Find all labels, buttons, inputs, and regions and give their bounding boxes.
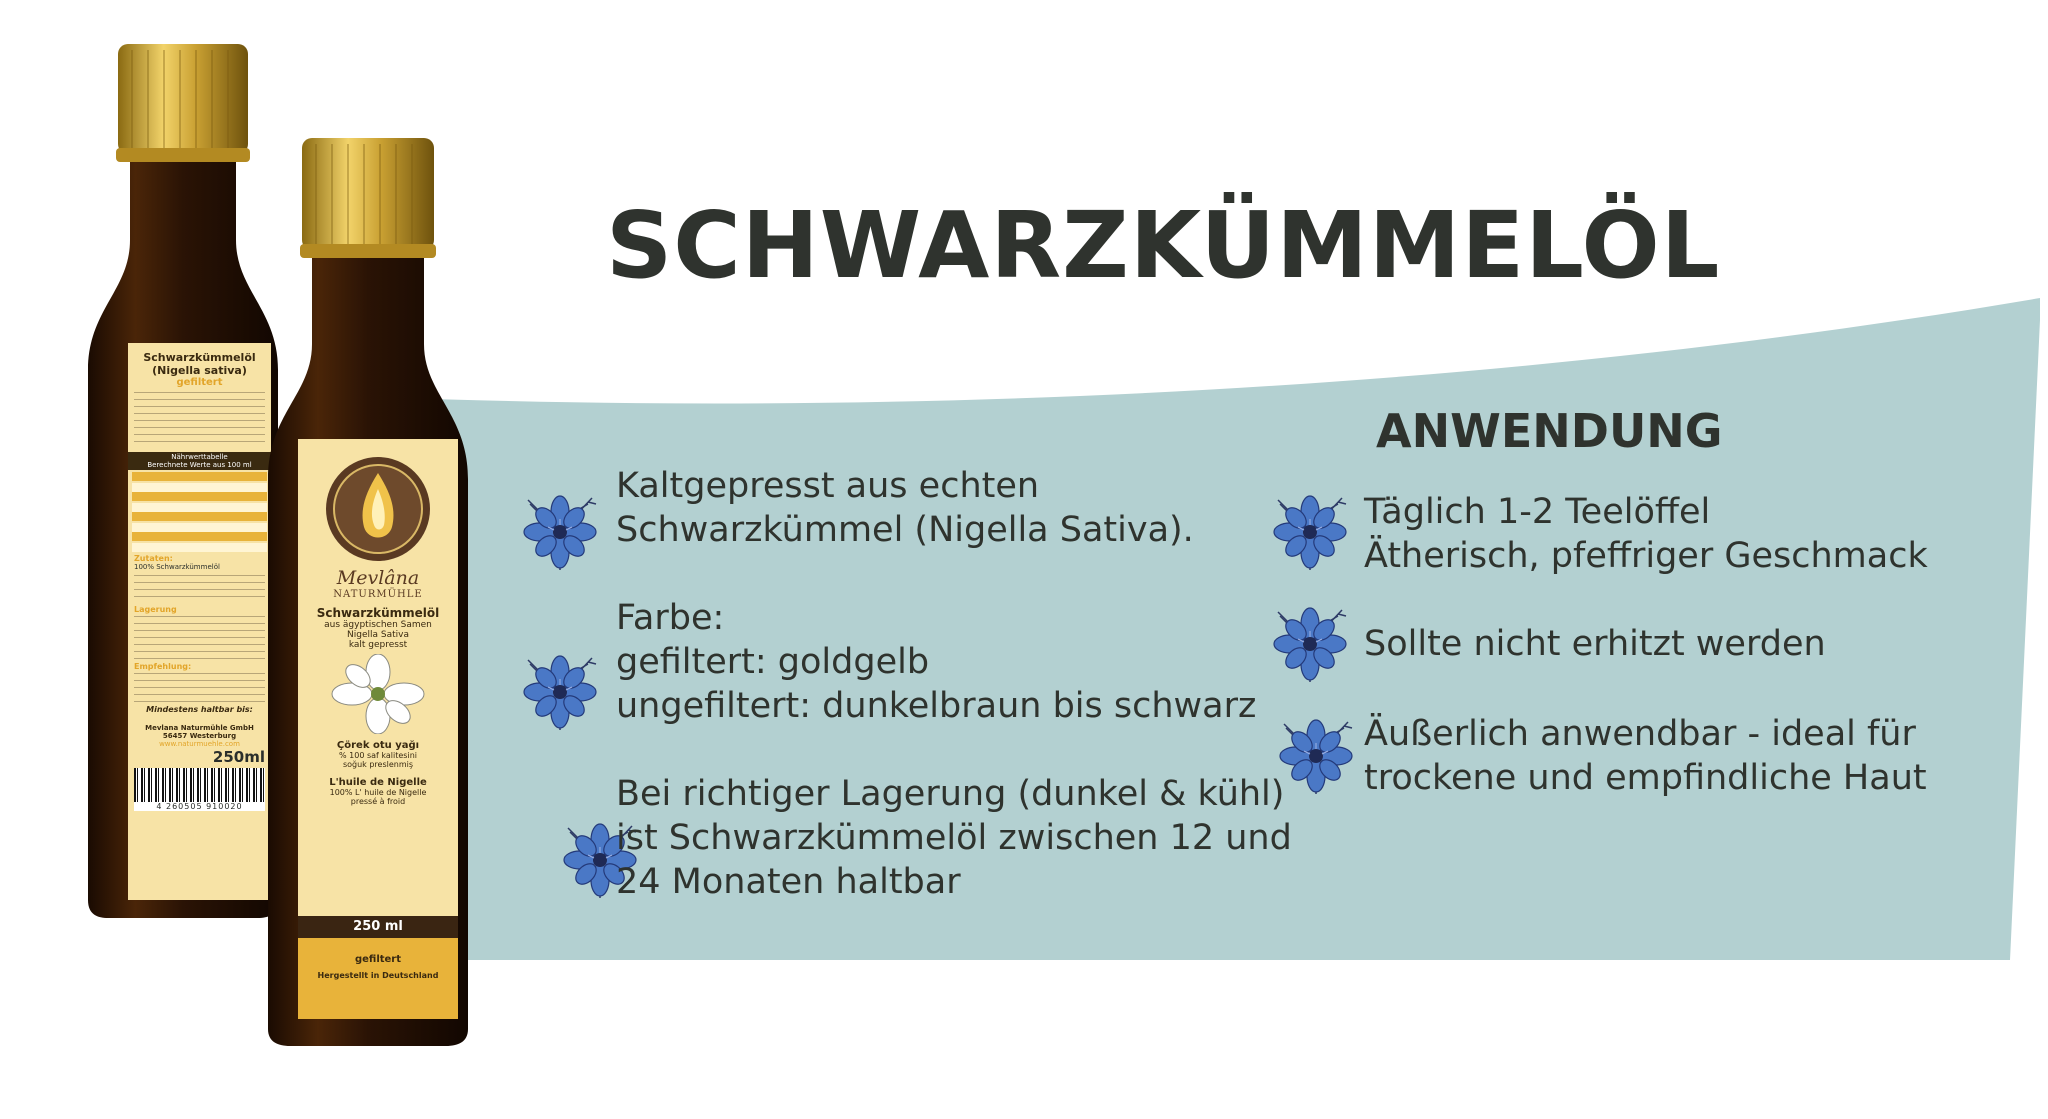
back-label-subtitle: (Nigella sativa) (152, 364, 247, 377)
front-label-footer (298, 938, 458, 1019)
info-line: Bei richtiger Lagerung (dunkel & kühl) (616, 774, 1285, 814)
info-line: ist Schwarzkümmelöl zwischen 12 und (616, 818, 1292, 858)
anwendung-heading: ANWENDUNG (1376, 404, 1723, 458)
info-block-storage (616, 772, 1292, 904)
front-variant: gefiltert (354, 954, 402, 965)
front-label (298, 439, 458, 1019)
info-line: Kaltgepresst aus echten (616, 466, 1040, 506)
barcode (134, 768, 265, 802)
back-label (128, 343, 271, 900)
ingredients-label: Zutaten: (134, 554, 173, 563)
barcode-number: 4 260505 910020 (134, 802, 265, 811)
usage-block-skin (1364, 712, 1927, 800)
turkish-desc: soğuk preslenmiş (342, 760, 414, 769)
info-block-color (616, 596, 1256, 728)
brand-name: Mevlâna (336, 567, 420, 589)
bottle-back (88, 40, 278, 920)
usage-line: Sollte nicht erhitzt werden (1364, 624, 1826, 664)
info-block-origin (616, 464, 1194, 552)
recommend-label: Empfehlung: (134, 662, 192, 671)
nigella-flower-icon (518, 492, 602, 572)
product-desc: kalt gepresst (348, 640, 408, 650)
storage-label: Lagerung (134, 605, 177, 614)
storage-text (134, 616, 265, 660)
nutrition-header-sub: Berechnete Werte aus 100 ml (147, 461, 252, 469)
nigella-flower-icon (1274, 716, 1358, 796)
product-desc: aus ägyptischen Samen (324, 620, 432, 630)
french-desc: 100% L' huile de Nigelle (329, 788, 427, 797)
nutrition-table (132, 472, 267, 552)
usage-block-heat (1364, 622, 1826, 666)
info-line: ungefiltert: dunkelbraun bis schwarz (616, 686, 1257, 726)
recommend-text (134, 673, 265, 703)
ingredients-text: 100% Schwarzkümmelöl (134, 563, 220, 571)
back-label-variant: gefiltert (176, 377, 223, 388)
nigella-flower-icon (1268, 492, 1352, 572)
turkish-name: Çörek otu yağı (336, 740, 420, 751)
made-in: Hergestellt in Deutschland (317, 971, 439, 980)
info-line: gefiltert: goldgelb (616, 642, 930, 682)
usage-line: Ätherisch, pfeffriger Geschmack (1364, 536, 1928, 576)
info-line: Farbe: (616, 598, 725, 638)
mevlana-logo-icon (324, 455, 432, 563)
product-desc: Nigella Sativa (347, 630, 409, 640)
page-title: SCHWARZKÜMMELÖL (606, 192, 1721, 299)
back-label-title: Schwarzkümmelöl (143, 351, 256, 364)
usage-line: Täglich 1-2 Teelöffel (1364, 492, 1711, 532)
usage-line: Äußerlich anwendbar - ideal für (1364, 714, 1916, 754)
nutrition-header-title: Nährwerttabelle (171, 453, 228, 461)
nutrition-header (128, 452, 271, 470)
usage-line: trockene und empfindliche Haut (1364, 758, 1927, 798)
french-name: L'huile de Nigelle (329, 777, 427, 788)
info-line: Schwarzkümmel (Nigella Sativa). (616, 510, 1194, 550)
back-volume: 250ml (212, 748, 265, 766)
nigella-flower-icon (1268, 604, 1352, 684)
usage-block-dose (1364, 490, 1928, 578)
bottle-front (268, 134, 468, 1049)
product-name: Schwarzkümmelöl (316, 606, 440, 620)
company-name: Mevlana Naturmühle GmbH (145, 724, 254, 732)
brand-sub: NATURMÜHLE (333, 589, 423, 600)
french-desc: pressé à froid (350, 797, 406, 806)
back-label-description (134, 392, 265, 448)
company-website: www.naturmuehle.com (159, 740, 240, 748)
info-line: 24 Monaten haltbar (616, 862, 961, 902)
color-notes (134, 575, 265, 601)
turkish-desc: % 100 saf kalitesini (339, 751, 417, 760)
front-volume: 250 ml (298, 916, 458, 938)
nigella-flower-icon (518, 652, 602, 732)
best-before: Mindestens haltbar bis: (146, 705, 253, 714)
company-address: 56457 Westerburg (162, 732, 237, 740)
white-nigella-flower-icon (328, 654, 428, 734)
